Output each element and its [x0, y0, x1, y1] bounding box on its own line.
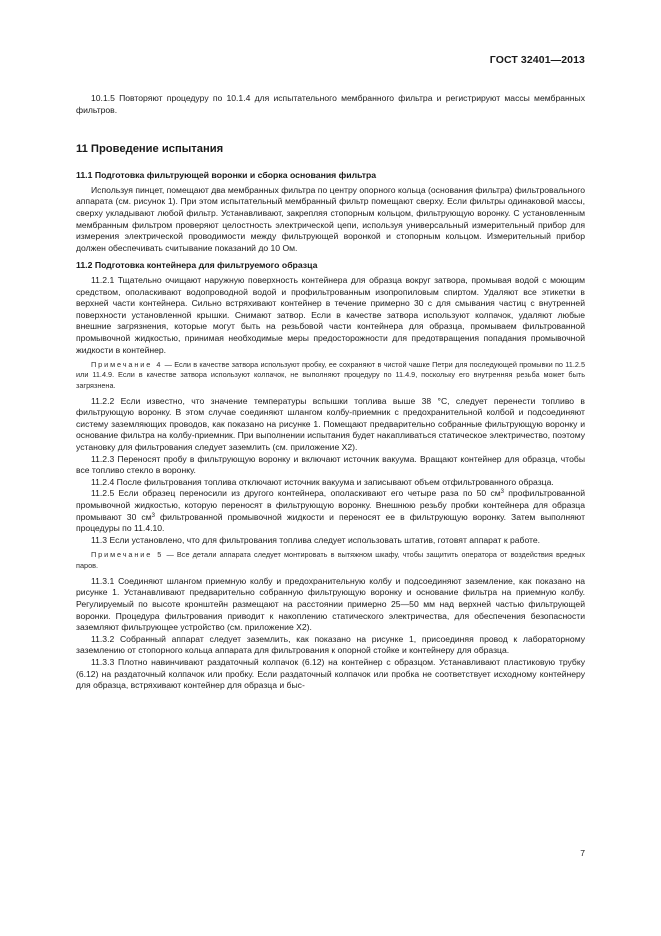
paragraph-11-3: 11.3 Если установлено, что для фильтрования топлива следует использовать штатив, готовят аппарат к работе.	[91, 534, 541, 545]
paragraph-10-1-5: 10.1.5 Повторяют процедуру по 10.1.4 для испытательного мембранного фильтра и регистрируют массы мембранных фильтров.	[76, 93, 585, 115]
subsection-11-1-heading: 11.1 Подготовка фильтрующей воронки и сборка основания фильтра	[76, 170, 377, 181]
note-4-label: Примечание 4	[91, 360, 163, 370]
note-4-text: — Если в качестве затвора используют пробку, ее сохраняют в чистой чашке Петри для последующей промывки по 11.2.5 или 11.4.9. Если в качестве затвора используют колпачок, не выполняют процедуру по 11.4.9, поскольку его внутренняя резьба может быть загрязнена.	[76, 360, 585, 390]
note-5-label: Примечание 5	[91, 550, 164, 560]
paragraph-11-3-1: 11.3.1 Соединяют шлангом приемную колбу и предохранительную колбу и подсоединяют заземление, как показано на рисунке 1. Устанавливают предварительно собранную фильтрующую воронку и основание фильтра на приемную колбу. Регулируемый по высоте кронштейн размещают на расстоянии примерно 25—50 мм над верхней частью фильтрующей воронки. Процедура фильтрования приводит к накоплению статического электричества, для обеспечения безопасности заземляют фильтрующее устройство (см. приложение Х2).	[76, 575, 585, 633]
paragraph-11-2-2: 11.2.2 Если известно, что значение температуры вспышки топлива выше 38 °С, следует перенести топливо в фильтрующую воронку. В этом случае соединяют шлангом колбу-приемник с предохранительной колбой и подсоединяют систему заземляющих проводов, как показано на рисунке 1. Помещают предварительно собранные фильтрующую воронку и основание фильтра на колбу-приемник. При выполнении испытания будет накапливаться статическое электричество, поэтому установку для фильтрования следует заземлить (см. приложение Х2).	[76, 395, 585, 453]
paragraph-11-1: Используя пинцет, помещают два мембранных фильтра по центру опорного кольца (основания фильтра) фильтровального аппарата (см. рисунок 1). При этом испытательный мембранный фильтр помещают сверху. Если фильтры одинаковой массы, сверху укладывают любой фильтр. Устанавливают, закрепляя стопорным кольцом, фильтрующую воронку. С установленным мембранным фильтром проверяют целостность электрической цепи, используя универсальный измерительный прибор для измерения электрической проводимости между фильтрующей воронкой и стопорным кольцом. Измерительный прибор должен обеспечивать считывание показаний до 10 Ом.	[76, 184, 585, 253]
paragraph-11-2-3: 11.2.3 Переносят пробу в фильтрующую воронку и включают источник вакуума. Вращают контейнер для образца, чтобы все топливо стекло в воронку.	[76, 453, 585, 476]
cubic-superscript-1: 3	[500, 489, 505, 496]
paragraph-11-2-5	[76, 488, 585, 534]
standard-code: ГОСТ 32401—2013	[489, 54, 585, 66]
note-4	[76, 360, 585, 391]
page-number: 7	[580, 848, 585, 858]
paragraph-11-2-1: 11.2.1 Тщательно очищают наружную поверхность контейнера для образца вокруг затвора, промывая водой с моющим средством, ополаскивают водопроводной водой и профильтрованным изопропиловым спиртом. Удаляют все этикетки в верхней части контейнера. Сильно встряхивают контейнер в течение примерно 30 с для смывания частиц с внутренней поверхности установленной крышки. Снимают затвор. Если в качестве затвора используют колпачок, удаляют любые внешние загрязнения, которые могут быть на резьбовой части контейнера для образца, промываем фильтрованной промывочной жидкостью, принимая необходимые меры предосторожности для предотвращения попадания промывочной жидкости в контейнер.	[76, 274, 585, 355]
paragraph-11-2-4: 11.2.4 После фильтрования топлива отключают источник вакуума и записывают объем отфильтрованного образца.	[91, 476, 554, 487]
p-11-2-5-part-a: 11.2.5 Если образец переносили из другого контейнера, ополаскивают его четыре раза по 50 см	[91, 488, 501, 499]
section-11-heading: 11 Проведение испытания	[76, 143, 224, 156]
cubic-superscript-2: 3	[151, 512, 155, 519]
p-11-2-5-part-c: фильтрованной промывочной жидкости и переносят ее в фильтрующую воронку. Затем выполняют процедуры по 11.4.10.	[76, 511, 585, 534]
paragraph-11-3-2: 11.3.2 Собранный аппарат следует заземлить, как показано на рисунке 1, присоединяя провод к лабораторному заземлению от стопорного кольца аппарата для фильтрования к опорной стойке и контейнеру для образца.	[76, 633, 585, 656]
note-5	[76, 550, 585, 570]
p-11-2-5-part-b: профильтрованной промывочной жидкостью, которую переносят в фильтрующую воронку. Внешнюю резьбу пробки контейнера для образца промывают 30 см	[76, 488, 585, 522]
paragraph-11-3-3: 11.3.3 Плотно навинчивают раздаточный колпачок (6.12) на контейнер с образцом. Устанавливают пластиковую трубку (6.12) на раздаточный колпачок или пробку. Если раздаточный колпачок или пробка не соответствует исходному контейнеру для образца, встряхивают контейнер для образца и быс-	[76, 656, 585, 691]
subsection-11-2-heading: 11.2 Подготовка контейнера для фильтруемого образца	[76, 260, 318, 271]
page-body	[76, 93, 585, 692]
note-5-text: — Все детали аппарата следует монтировать в вытяжном шкафу, чтобы защитить оператора от воздействия вредных паров.	[76, 550, 586, 570]
